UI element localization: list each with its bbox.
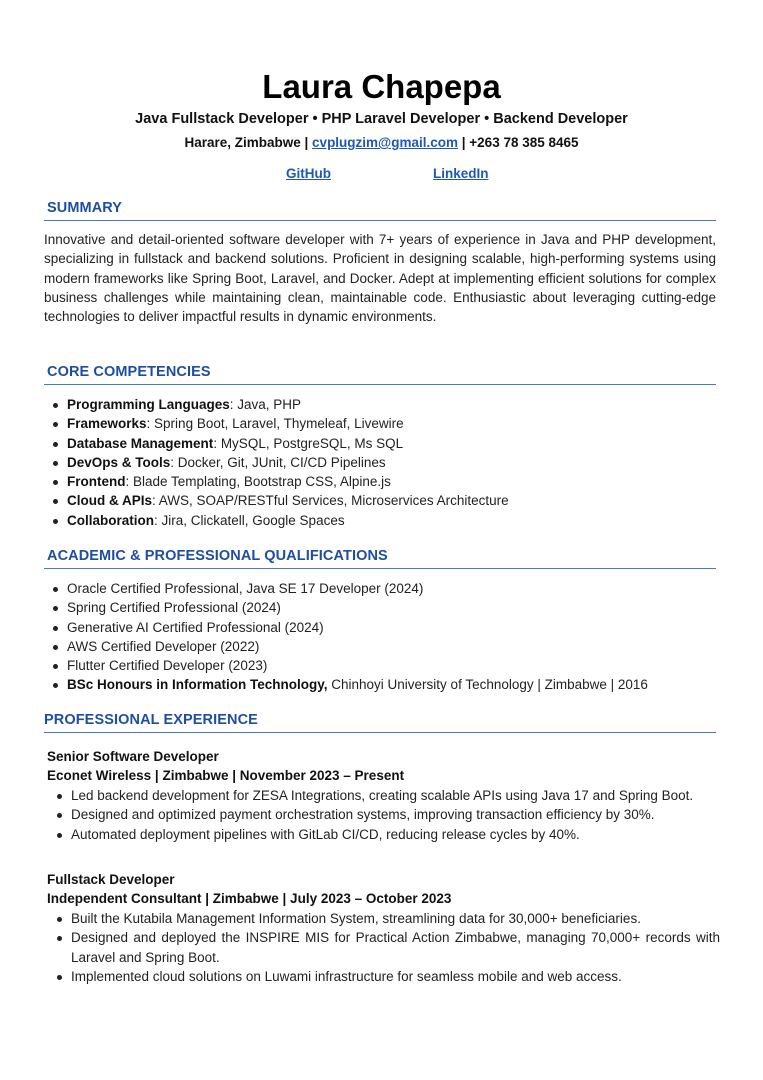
- job-bullets: [48, 909, 720, 986]
- email-link[interactable]: cvplugzim@gmail.com: [312, 135, 458, 150]
- contact-line: [0, 135, 763, 150]
- list-item: Built the Kutabila Management Information System, streamlining data for 30,000+ beneficiaries.: [48, 909, 720, 928]
- job-role: Fullstack Developer: [47, 872, 175, 887]
- list-item: Cloud & APIs: AWS, SOAP/RESTful Services, Microservices Architecture: [44, 491, 509, 510]
- candidate-name: Laura Chapepa: [262, 68, 501, 105]
- list-item: AWS Certified Developer (2022): [44, 637, 648, 656]
- experience-divider: [44, 732, 716, 733]
- list-item: Automated deployment pipelines with GitLab CI/CD, reducing release cycles by 40%.: [48, 825, 720, 844]
- job-bullets: [48, 786, 720, 844]
- list-item: DevOps & Tools: Docker, Git, JUnit, CI/CD Pipelines: [44, 453, 509, 472]
- experience-heading: PROFESSIONAL EXPERIENCE: [44, 712, 258, 728]
- list-item: Database Management: MySQL, PostgreSQL, Ms SQL: [44, 434, 509, 453]
- qualifications-divider: [44, 568, 716, 569]
- qualifications-heading: ACADEMIC & PROFESSIONAL QUALIFICATIONS: [47, 548, 388, 564]
- job-titles: Java Fullstack Developer • PHP Laravel Developer • Backend Developer: [135, 111, 628, 127]
- list-item: Implemented cloud solutions on Luwami infrastructure for seamless mobile and web access.: [48, 967, 720, 986]
- list-item: Designed and deployed the INSPIRE MIS for Practical Action Zimbabwe, managing 70,000+ records with Laravel and Spring Boot.: [48, 928, 720, 967]
- summary-heading: SUMMARY: [47, 200, 123, 216]
- list-item: Oracle Certified Professional, Java SE 17 Developer (2024): [44, 579, 648, 598]
- list-item: Led backend development for ZESA Integrations, creating scalable APIs using Java 17 and Spring Boot.: [48, 786, 720, 805]
- competencies-divider: [44, 384, 716, 385]
- phone: | +263 78 385 8465: [461, 135, 579, 150]
- list-item: BSc Honours in Information Technology, Chinhoyi University of Technology | Zimbabwe | 2016: [44, 675, 648, 694]
- job-role: Senior Software Developer: [47, 749, 219, 764]
- list-item: Frameworks: Spring Boot, Laravel, Thymeleaf, Livewire: [44, 414, 509, 433]
- list-item: Programming Languages: Java, PHP: [44, 395, 509, 414]
- summary-divider: [44, 220, 716, 221]
- job-meta: Independent Consultant | Zimbabwe | July 2023 – October 2023: [47, 891, 452, 906]
- linkedin-link[interactable]: LinkedIn: [433, 166, 489, 181]
- list-item: Designed and optimized payment orchestration systems, improving transaction efficiency by 30%.: [48, 805, 720, 824]
- qualifications-list: [44, 579, 648, 695]
- list-item: Collaboration: Jira, Clickatell, Google Spaces: [44, 511, 509, 530]
- job-meta: Econet Wireless | Zimbabwe | November 2023 – Present: [47, 768, 405, 783]
- github-link[interactable]: GitHub: [286, 166, 331, 181]
- summary-text: Innovative and detail-oriented software developer with 7+ years of experience in Java and PHP development, specializing in fullstack and backend solutions. Proficient in designing scalable, high-performing systems using modern frameworks like Spring Boot, Laravel, and Docker. Adept at implementing efficient solutions for complex business challenges while maintaining clean, maintainable code. Enthusiastic about leveraging cutting-edge technologies to deliver impactful results in dynamic environments.: [44, 232, 716, 325]
- list-item: Flutter Certified Developer (2023): [44, 656, 648, 675]
- list-item: Frontend: Blade Templating, Bootstrap CSS, Alpine.js: [44, 472, 509, 491]
- location: Harare, Zimbabwe |: [184, 135, 309, 150]
- competencies-list: [44, 395, 509, 530]
- list-item: Spring Certified Professional (2024): [44, 598, 648, 617]
- list-item: Generative AI Certified Professional (2024): [44, 618, 648, 637]
- competencies-heading: CORE COMPETENCIES: [47, 364, 211, 380]
